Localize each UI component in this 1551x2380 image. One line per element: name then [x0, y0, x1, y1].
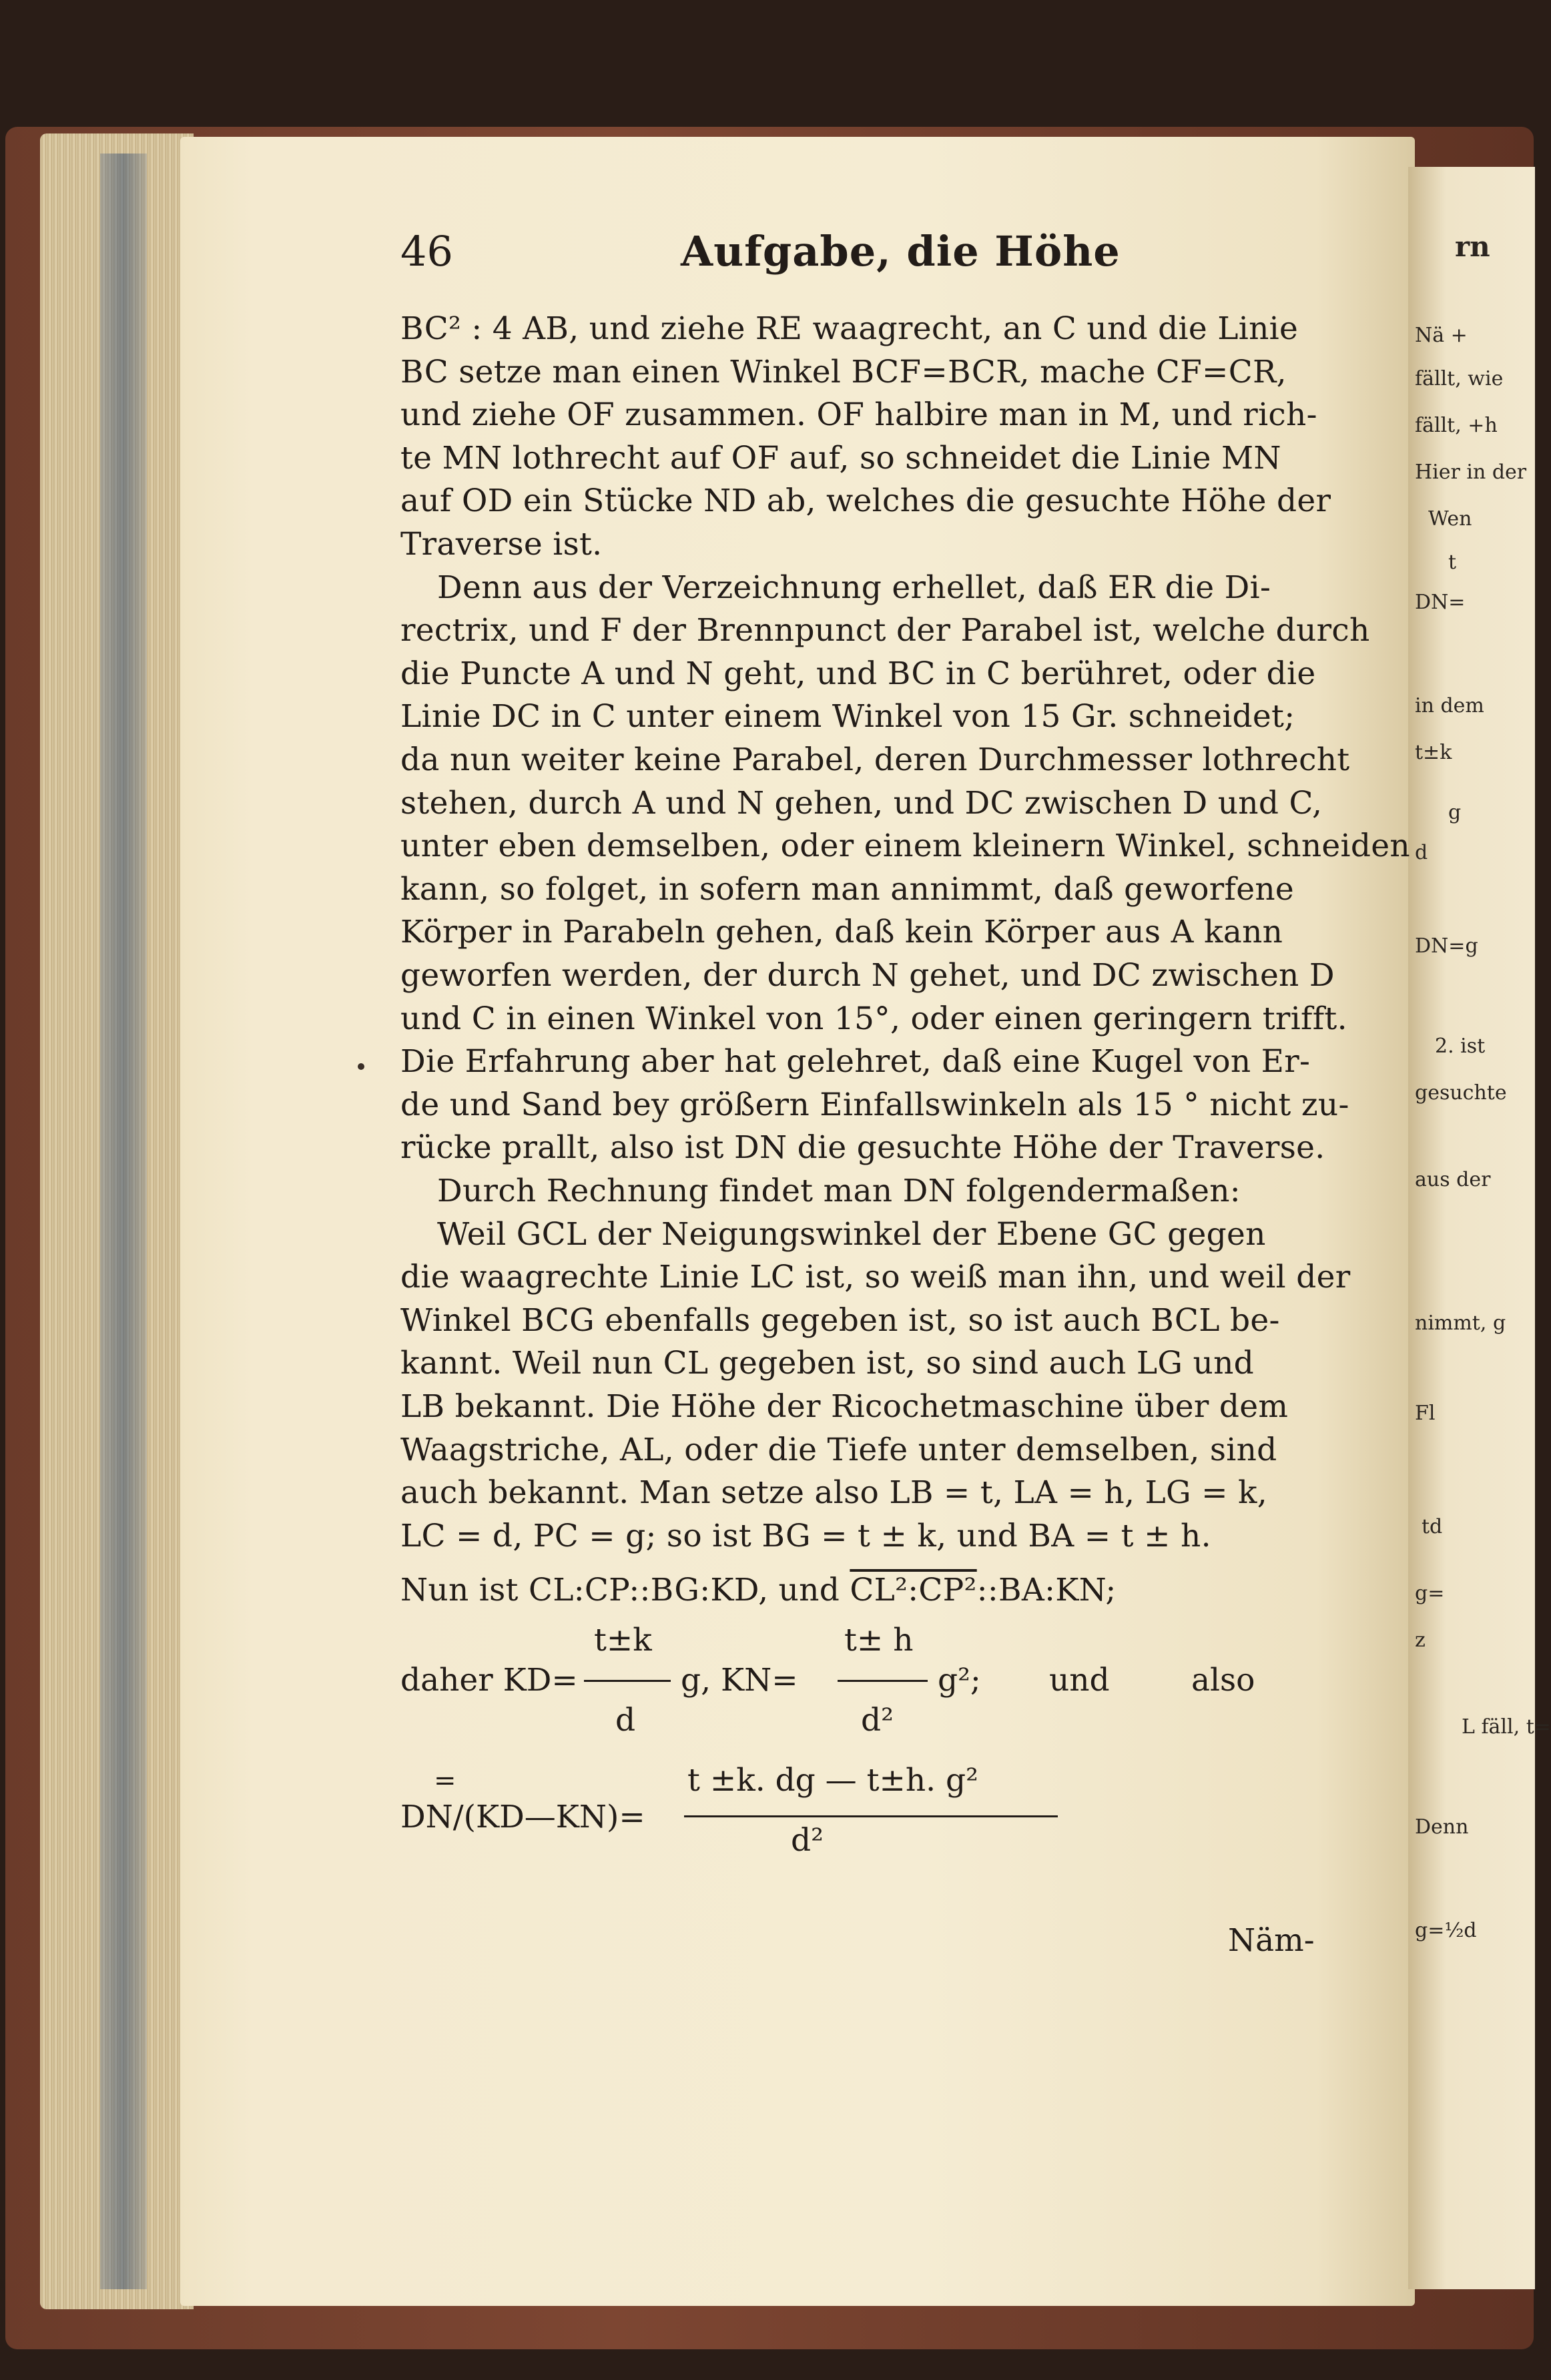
facing-page [1408, 167, 1551, 2289]
facing-fragment: 2. ist [1435, 1034, 1486, 1058]
text-line: Winkel BCG ebenfalls gegeben ist, so ist auch BCL be- [400, 1301, 1280, 1339]
text-line: Linie DC in C unter einem Winkel von 15 Gr. schneidet; [400, 698, 1295, 735]
text-line: Durch Rechnung findet man DN folgendermaßen: [437, 1173, 1241, 1209]
text-line: rücke prallt, also ist DN die gesuchte Höhe der Traverse. [400, 1129, 1325, 1167]
text-line: da nun weiter keine Parabel, deren Durchmesser lothrecht [400, 741, 1350, 778]
proportion-line [400, 1572, 1117, 1608]
facing-fragment: g=½d [1415, 1919, 1477, 1942]
facing-fragment: d [1415, 841, 1428, 864]
formula-kd-lead: daher KD= [400, 1662, 578, 1699]
facing-fragment: td [1422, 1515, 1443, 1538]
facing-fragment: DN=g [1415, 934, 1478, 958]
text-line: te MN lothrecht auf OF auf, so schneidet die Linie MN [400, 439, 1281, 477]
facing-fragment: t±k [1415, 741, 1452, 764]
text-line: stehen, durch A und N gehen, und DC zwischen D und C, [400, 784, 1323, 822]
formula-kd-denominator: d [615, 1702, 636, 1739]
formula-kn-tail: g²; [938, 1662, 981, 1699]
text-line: Traverse ist. [400, 526, 603, 563]
facing-fragment: t [1448, 551, 1457, 574]
page-number: 46 [400, 227, 453, 276]
text-line: de und Sand bey größern Einfallswinkeln als 15 ° nicht zu- [400, 1086, 1349, 1123]
facing-fragment: aus der [1415, 1168, 1491, 1191]
catchword: Näm- [1228, 1922, 1315, 1959]
text-line: und C in einen Winkel von 15°, oder einen geringern trifft. [400, 1000, 1347, 1037]
text-line: LB bekannt. Die Höhe der Ricochetmaschine über dem [400, 1388, 1289, 1425]
text-line: rectrix, und F der Brennpunct der Parabel ist, welche durch [400, 612, 1370, 649]
fraction-bar [838, 1680, 928, 1682]
facing-fragment: z [1415, 1628, 1426, 1652]
running-title: Aufgabe, die Höhe [681, 227, 1121, 276]
facing-fragment: Hier in der [1415, 461, 1527, 484]
formula-und: und [1049, 1662, 1110, 1699]
text-line: geworfen werden, der durch N gehet, und DC zwischen D [400, 957, 1335, 994]
text-line: BC setze man einen Winkel BCF=BCR, mache CF=CR, [400, 353, 1287, 390]
text-line: unter eben demselben, oder einem kleinern Winkel, schneiden [400, 828, 1410, 865]
facing-fragment: fällt, +h [1415, 414, 1498, 437]
text-line: BC² : 4 AB, und ziehe RE waagrecht, an C und die Linie [400, 310, 1299, 347]
handwritten-mark: = [434, 1765, 456, 1796]
facing-fragment: Fl [1415, 1402, 1436, 1425]
page-edge-stain [100, 154, 147, 2289]
facing-fragment: Nä + [1415, 324, 1468, 347]
facing-fragment: nimmt, g [1415, 1311, 1506, 1335]
facing-fragment: L fäll, t= [1462, 1715, 1551, 1739]
proportion-suffix: ::BA:KN; [976, 1572, 1117, 1608]
fraction-bar [684, 1815, 1058, 1817]
text-line: die Puncte A und N geht, und BC in C berühret, oder die [400, 655, 1316, 692]
text-line: LC = d, PC = g; so ist BG = t ± k, und BA = t ± h. [400, 1517, 1211, 1554]
text-line: Weil GCL der Neigungswinkel der Ebene GC gegen [437, 1215, 1266, 1253]
proportion-overlined: CL²:CP² [850, 1572, 977, 1608]
facing-fragment: DN= [1415, 591, 1466, 614]
text-line: und ziehe OF zusammen. OF halbire man in M, und rich- [400, 396, 1317, 434]
text-line: Körper in Parabeln gehen, daß kein Körper aus A kann [400, 914, 1283, 951]
facing-fragment: Denn [1415, 1815, 1469, 1839]
formula-dn-denominator: d² [791, 1822, 824, 1859]
proportion-prefix: Nun ist CL:CP::BG:KD, und [400, 1572, 850, 1608]
facing-fragment: rn [1455, 230, 1490, 263]
facing-fragment: g= [1415, 1582, 1445, 1605]
fraction-bar [584, 1680, 671, 1682]
formula-kn-numerator: t± h [844, 1622, 914, 1659]
text-line: Waagstriche, AL, oder die Tiefe unter demselben, sind [400, 1431, 1277, 1468]
formula-kd-numerator: t±k [594, 1622, 652, 1659]
formula-kn-denominator: d² [861, 1702, 894, 1739]
text-line: kann, so folget, in sofern man annimmt, daß geworfene [400, 870, 1295, 908]
text-line: auf OD ein Stücke ND ab, welches die gesuchte Höhe der [400, 483, 1331, 520]
text-line: auch bekannt. Man setze also LB = t, LA = h, LG = k, [400, 1474, 1268, 1512]
text-line: die waagrechte Linie LC ist, so weiß man ihn, und weil der [400, 1259, 1351, 1296]
facing-fragment: in dem [1415, 694, 1484, 717]
formula-also: also [1191, 1662, 1255, 1699]
facing-fragment: fällt, wie [1415, 367, 1504, 390]
text-line: kannt. Weil nun CL gegeben ist, so sind auch LG und [400, 1345, 1255, 1382]
facing-fragment: g [1448, 801, 1462, 824]
ink-dot [358, 1063, 364, 1070]
text-line: Die Erfahrung aber hat gelehret, daß eine Kugel von Er- [400, 1043, 1311, 1081]
formula-dn-numerator: t ±k. dg — t±h. g² [687, 1762, 978, 1799]
page-header [400, 227, 1328, 280]
text-line: Denn aus der Verzeichnung erhellet, daß ER die Di- [437, 569, 1271, 606]
facing-fragment: Wen [1428, 507, 1472, 531]
formula-kn-lead: g, KN= [681, 1662, 798, 1699]
facing-fragment: gesuchte [1415, 1081, 1507, 1105]
formula-dn-lead: DN/(KD—KN)= [400, 1799, 645, 1835]
